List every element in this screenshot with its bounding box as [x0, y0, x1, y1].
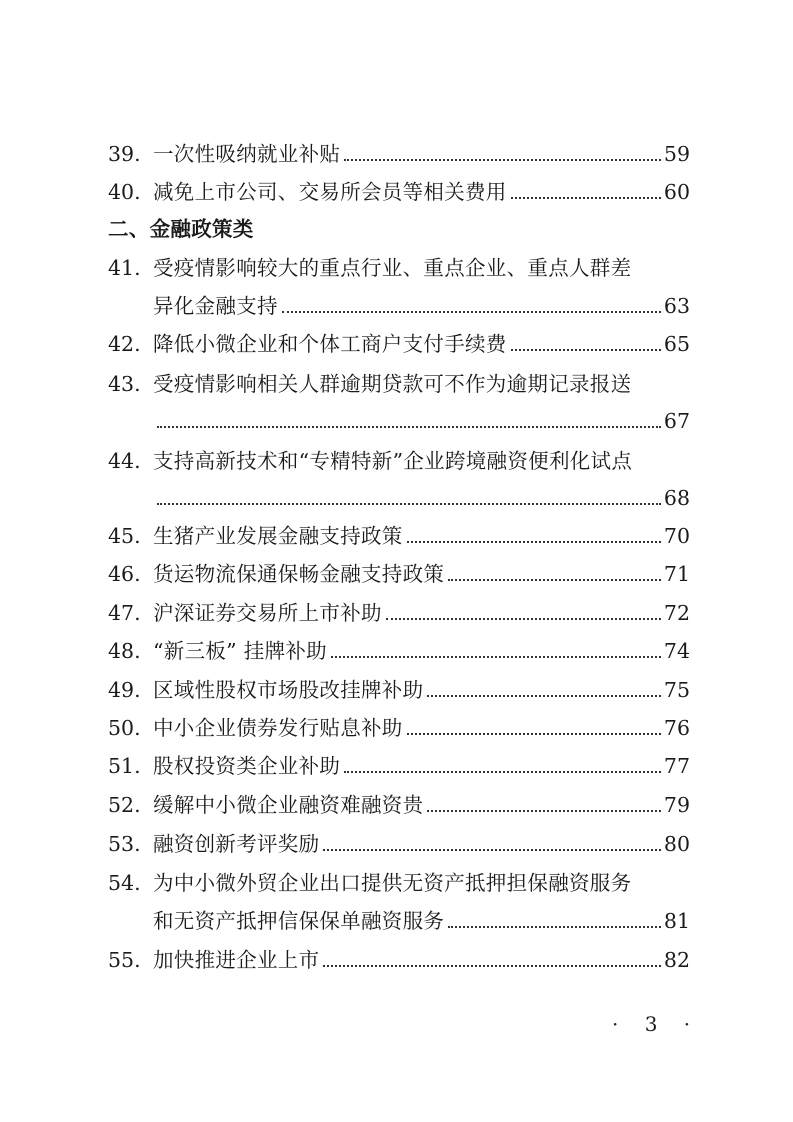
entry-number: 52.: [108, 793, 141, 817]
toc-entry: [108, 936, 690, 974]
dot-leader: [157, 426, 661, 428]
entry-title: 支持高新技术和“专精特新”企业跨境融资便利化试点: [153, 449, 633, 473]
entry-page-number: 72: [663, 601, 690, 625]
toc-entry: [108, 437, 690, 475]
entry-number: 41.: [108, 256, 141, 280]
dot-leader: [282, 311, 661, 313]
entry-page-number: 65: [663, 332, 690, 356]
entry-title: 融资创新考评奖励: [153, 832, 320, 856]
entry-page-number: 81: [663, 909, 690, 933]
entry-page-number: 67: [663, 409, 690, 433]
entry-number: 51.: [108, 754, 141, 778]
entry-page-number: 71: [663, 562, 690, 586]
toc-entry: [108, 742, 690, 780]
entry-title: 降低小微企业和个体工商户支付手续费: [153, 332, 507, 356]
entry-title: 货运物流保通保畅金融支持政策: [153, 562, 445, 586]
dot-leader: [427, 695, 661, 697]
entry-number: 46.: [108, 562, 141, 586]
entry-number: 45.: [108, 524, 141, 548]
entry-title: 减免上市公司、交易所会员等相关费用: [153, 180, 507, 204]
dot-leader: [448, 579, 661, 581]
entry-page-number: 75: [663, 678, 690, 702]
dot-leader: [511, 197, 661, 199]
entry-title: 一次性吸纳就业补贴: [153, 142, 341, 166]
entry-title: 沪深证券交易所上市补助: [153, 601, 382, 625]
entry-title: 生猪产业发展金融支持政策: [153, 524, 403, 548]
toc-entry: [108, 550, 690, 588]
dot-leader: [344, 159, 661, 161]
toc-entry: [108, 589, 690, 627]
dot-leader: [323, 965, 661, 967]
section-heading: [108, 205, 690, 243]
toc-entry: [108, 244, 690, 282]
dot-leader: [511, 349, 661, 351]
toc-entry: [108, 360, 690, 398]
toc-entry: [108, 859, 690, 897]
entry-page-number: 74: [663, 639, 690, 663]
dot-leader: [407, 733, 661, 735]
dot-leader: [448, 926, 661, 928]
entry-title: 异化金融支持: [153, 294, 278, 318]
entry-title: 区域性股权市场股改挂牌补助: [153, 678, 424, 702]
toc-entry: [153, 474, 690, 512]
entry-number: 42.: [108, 332, 141, 356]
toc-entry: [108, 512, 690, 550]
entry-number: 40.: [108, 180, 141, 204]
toc-entry: [153, 897, 690, 935]
toc-entry: [108, 168, 690, 206]
entry-number: 49.: [108, 678, 141, 702]
entry-title: 和无资产抵押信保保单融资服务: [153, 909, 445, 933]
dot-leader: [344, 771, 661, 773]
toc-entry: [153, 282, 690, 320]
entry-title: 受疫情影响较大的重点行业、重点企业、重点人群差: [153, 256, 632, 280]
dot-leader: [386, 618, 661, 620]
entry-title: 受疫情影响相关人群逾期贷款可不作为逾期记录报送: [153, 372, 632, 396]
toc-entry: [108, 627, 690, 665]
dot-leader: [157, 503, 661, 505]
dot-leader: [331, 656, 661, 658]
entry-number: 44.: [108, 449, 141, 473]
entry-title: 股权投资类企业补助: [153, 754, 341, 778]
entry-number: 39.: [108, 142, 141, 166]
toc-entry: [108, 130, 690, 168]
dot-leader: [427, 810, 661, 812]
entry-title: 缓解中小微企业融资难融资贵: [153, 793, 424, 817]
toc-entry: [108, 781, 690, 819]
entry-page-number: 60: [663, 180, 690, 204]
toc-entry: [108, 666, 690, 704]
entry-page-number: 77: [663, 754, 690, 778]
entry-title: 中小企业债券发行贴息补助: [153, 716, 403, 740]
entry-number: 48.: [108, 639, 141, 663]
entry-title: 为中小微外贸企业出口提供无资产抵押担保融资服务: [153, 871, 632, 895]
dot-leader: [407, 541, 661, 543]
entry-page-number: 68: [663, 486, 690, 510]
entry-title: 加快推进企业上市: [153, 948, 320, 972]
page-number: · 3 ·: [612, 1012, 701, 1036]
entry-number: 47.: [108, 601, 141, 625]
toc-entry: [108, 820, 690, 858]
section-title: 二、金融政策类: [108, 217, 254, 241]
entry-number: 53.: [108, 832, 141, 856]
entry-page-number: 76: [663, 716, 690, 740]
entry-page-number: 82: [663, 948, 690, 972]
entry-title: “新三板” 挂牌补助: [153, 639, 327, 663]
entry-page-number: 59: [663, 142, 690, 166]
entry-number: 54.: [108, 871, 141, 895]
toc-entry: [153, 397, 690, 435]
toc-entry: [108, 704, 690, 742]
entry-page-number: 63: [663, 294, 690, 318]
entry-number: 43.: [108, 372, 141, 396]
toc-entry: [108, 320, 690, 358]
entry-page-number: 79: [663, 793, 690, 817]
entry-page-number: 80: [663, 832, 690, 856]
dot-leader: [323, 849, 661, 851]
entry-page-number: 70: [663, 524, 690, 548]
entry-number: 50.: [108, 716, 141, 740]
entry-number: 55.: [108, 948, 141, 972]
